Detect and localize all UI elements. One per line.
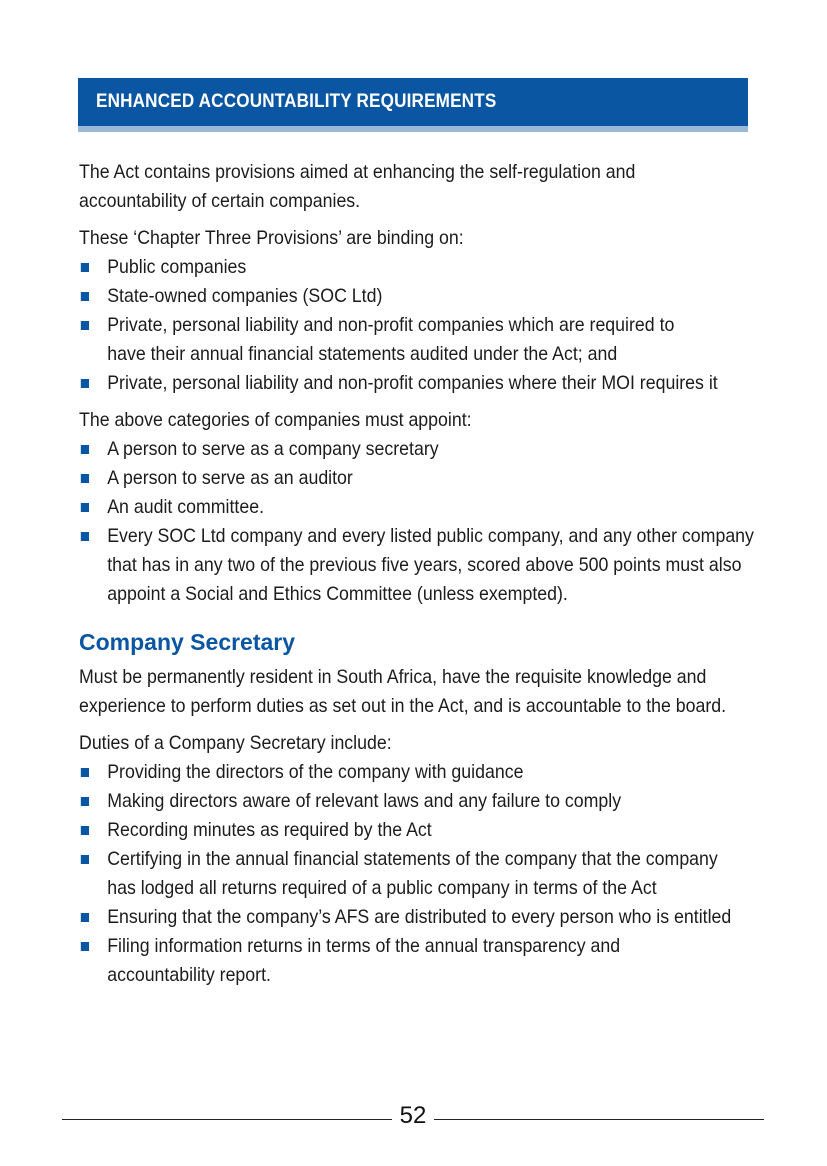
secretary-intro: Must be permanently resident in South Africa, have the requisite knowledge and experience to perform duties as set out in the Act, and is accountable to the board. xyxy=(79,666,727,717)
square-bullet-icon xyxy=(81,263,89,272)
square-bullet-icon xyxy=(81,532,89,541)
square-bullet-icon xyxy=(81,768,89,777)
secretary-block xyxy=(79,663,760,990)
duties-lead: Duties of a Company Secretary include: xyxy=(79,732,392,754)
square-bullet-icon xyxy=(81,321,89,330)
list-item: Ensuring that the company’s AFS are distributed to every person who is entitled xyxy=(79,903,760,932)
square-bullet-icon xyxy=(81,913,89,922)
section-banner xyxy=(78,78,748,132)
footer-rule-right xyxy=(434,1119,764,1120)
appoint-list xyxy=(79,435,760,609)
square-bullet-icon xyxy=(81,797,89,806)
list-item: A person to serve as an auditor xyxy=(79,464,760,493)
page-number: 52 xyxy=(399,1102,427,1129)
appoint-lead: The above categories of companies must appoint: xyxy=(79,409,472,431)
square-bullet-icon xyxy=(81,445,89,454)
section-title: ENHANCED ACCOUNTABILITY REQUIREMENTS xyxy=(96,91,497,112)
list-item: State-owned companies (SOC Ltd) xyxy=(79,282,760,311)
list-item: Public companies xyxy=(79,253,760,282)
square-bullet-icon xyxy=(81,503,89,512)
square-bullet-icon xyxy=(81,855,89,864)
list-item: Every SOC Ltd company and every listed public company, and any other company that has in any two of the previous five years, scored above 500 points must also appoint a Social and Ethics Committee (unless exempted). xyxy=(79,522,762,609)
square-bullet-icon xyxy=(81,826,89,835)
list-item: A person to serve as a company secretary xyxy=(79,435,760,464)
square-bullet-icon xyxy=(81,942,89,951)
list-item: Private, personal liability and non-profit companies where their MOI requires it xyxy=(79,369,760,398)
intro-paragraph: The Act contains provisions aimed at enhancing the self-regulation and accountability of certain companies. xyxy=(79,161,636,212)
list-item: An audit committee. xyxy=(79,493,760,522)
square-bullet-icon xyxy=(81,379,89,388)
binding-lead: These ‘Chapter Three Provisions’ are binding on: xyxy=(79,227,464,249)
page-content xyxy=(79,158,759,990)
company-secretary-heading: Company Secretary xyxy=(79,629,296,655)
duties-list xyxy=(79,758,760,990)
list-item: Providing the directors of the company with guidance xyxy=(79,758,760,787)
footer-rule-left xyxy=(62,1119,392,1120)
square-bullet-icon xyxy=(81,292,89,301)
list-item: Filing information returns in terms of the annual transparency and accountability report. xyxy=(79,932,690,990)
text-block xyxy=(79,158,760,609)
list-item: Certifying in the annual financial statements of the company that the company has lodged all returns required of a public company in terms of the Act xyxy=(79,845,726,903)
binding-list xyxy=(79,253,760,398)
square-bullet-icon xyxy=(81,474,89,483)
list-item: Recording minutes as required by the Act xyxy=(79,816,760,845)
list-item: Private, personal liability and non-profit companies which are required to have their annual financial statements audited under the Act; and xyxy=(79,311,708,369)
list-item: Making directors aware of relevant laws and any failure to comply xyxy=(79,787,760,816)
